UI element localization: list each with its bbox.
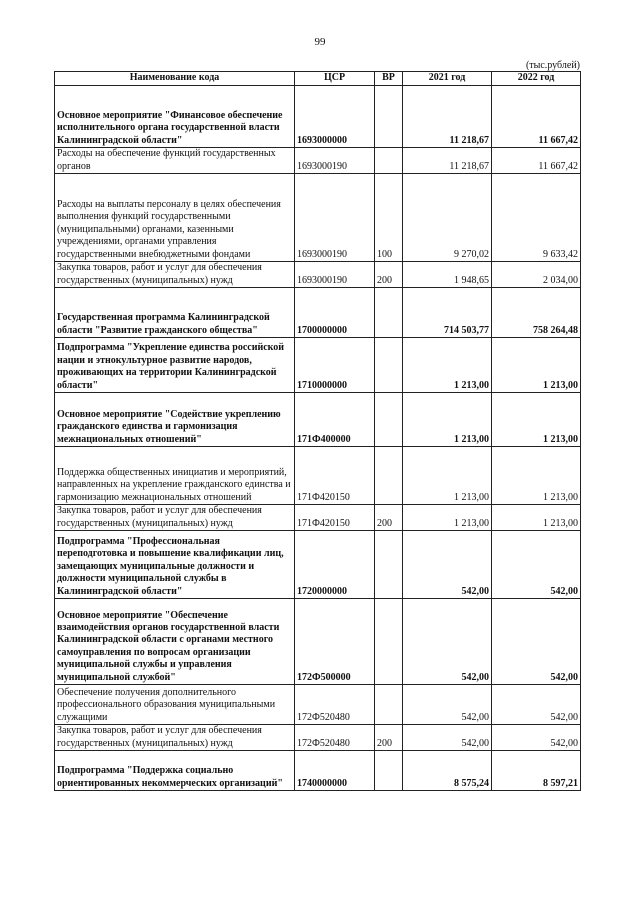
vr-cell [375, 86, 403, 148]
vr-cell [375, 685, 403, 725]
name-cell: Поддержка общественных инициатив и мероприятий, направленных на укрепление гражданского единства и гармонизацию межнациональных отношений [55, 447, 295, 505]
vr-cell [375, 599, 403, 685]
name-cell: Расходы на выплаты персоналу в целях обеспечения выполнения функций государственными (муниципальными) органами, казенными учреждениями, органами управления государственными внебюджетными фондами [55, 174, 295, 262]
amount-2021-cell: 8 575,24 [403, 751, 492, 791]
csr-cell: 1700000000 [295, 288, 375, 338]
table-row [55, 531, 581, 599]
csr-cell: 1740000000 [295, 751, 375, 791]
amount-2021-cell: 11 218,67 [403, 148, 492, 174]
vr-cell [375, 751, 403, 791]
table-row [55, 685, 581, 725]
csr-cell: 1693000190 [295, 148, 375, 174]
amount-2021-cell: 1 213,00 [403, 505, 492, 531]
amount-2021-cell: 542,00 [403, 531, 492, 599]
name-cell: Основное мероприятие "Обеспечение взаимодействия органов государственной власти Калининградской области с органами местного самоуправления по вопросам организации муниципальной службы и управления муниципальной службой" [55, 599, 295, 685]
name-cell: Подпрограмма "Поддержка социально ориентированных некоммерческих организаций" [55, 751, 295, 791]
csr-cell: 172Ф520480 [295, 725, 375, 751]
vr-cell [375, 447, 403, 505]
header-2022: 2022 год [492, 72, 581, 86]
amount-2022-cell: 1 213,00 [492, 338, 581, 393]
table-row [55, 447, 581, 505]
name-cell: Закупка товаров, работ и услуг для обеспечения государственных (муниципальных) нужд [55, 262, 295, 288]
amount-2022-cell: 8 597,21 [492, 751, 581, 791]
csr-cell: 171Ф420150 [295, 505, 375, 531]
table-row [55, 86, 581, 148]
amount-2021-cell: 1 213,00 [403, 447, 492, 505]
amount-2021-cell: 714 503,77 [403, 288, 492, 338]
table-body [55, 86, 581, 791]
amount-2021-cell: 542,00 [403, 599, 492, 685]
name-cell: Расходы на обеспечение функций государственных органов [55, 148, 295, 174]
table-row [55, 338, 581, 393]
budget-table [54, 71, 581, 791]
csr-cell: 1693000190 [295, 262, 375, 288]
csr-cell: 1720000000 [295, 531, 375, 599]
amount-2022-cell: 1 213,00 [492, 505, 581, 531]
amount-2021-cell: 1 213,00 [403, 338, 492, 393]
csr-cell: 172Ф500000 [295, 599, 375, 685]
vr-cell [375, 148, 403, 174]
csr-cell: 171Ф400000 [295, 393, 375, 447]
table-row [55, 148, 581, 174]
units-label: (тыс.рублей) [525, 60, 580, 71]
name-cell: Подпрограмма "Укрепление единства российской нации и этнокультурное развитие народов, проживающих на территории Калининградской области" [55, 338, 295, 393]
amount-2022-cell: 11 667,42 [492, 148, 581, 174]
vr-cell [375, 288, 403, 338]
table-row [55, 751, 581, 791]
csr-cell: 1693000000 [295, 86, 375, 148]
vr-cell: 100 [375, 174, 403, 262]
page-number: 99 [314, 36, 326, 48]
vr-cell: 200 [375, 725, 403, 751]
amount-2022-cell: 9 633,42 [492, 174, 581, 262]
csr-cell: 1693000190 [295, 174, 375, 262]
name-cell: Обеспечение получения дополнительного профессионального образования муниципальными служащими [55, 685, 295, 725]
amount-2021-cell: 1 948,65 [403, 262, 492, 288]
vr-cell: 200 [375, 505, 403, 531]
amount-2022-cell: 11 667,42 [492, 86, 581, 148]
name-cell: Основное мероприятие "Содействие укреплению гражданского единства и гармонизация межнациональных отношений" [55, 393, 295, 447]
table-row [55, 288, 581, 338]
amount-2022-cell: 542,00 [492, 725, 581, 751]
csr-cell: 1710000000 [295, 338, 375, 393]
amount-2022-cell: 758 264,48 [492, 288, 581, 338]
name-cell: Закупка товаров, работ и услуг для обеспечения государственных (муниципальных) нужд [55, 725, 295, 751]
vr-cell: 200 [375, 262, 403, 288]
name-cell: Основное мероприятие "Финансовое обеспечение исполнительного органа государственной власти Калининградской области" [55, 86, 295, 148]
amount-2021-cell: 11 218,67 [403, 86, 492, 148]
csr-cell: 172Ф520480 [295, 685, 375, 725]
table-row [55, 505, 581, 531]
header-name: Наименование кода [55, 72, 295, 86]
amount-2022-cell: 542,00 [492, 531, 581, 599]
table-row [55, 725, 581, 751]
table-row [55, 174, 581, 262]
table-header-row [55, 72, 581, 86]
amount-2021-cell: 1 213,00 [403, 393, 492, 447]
csr-cell: 171Ф420150 [295, 447, 375, 505]
vr-cell [375, 531, 403, 599]
amount-2022-cell: 2 034,00 [492, 262, 581, 288]
table-row [55, 262, 581, 288]
header-2021: 2021 год [403, 72, 492, 86]
vr-cell [375, 338, 403, 393]
amount-2021-cell: 542,00 [403, 685, 492, 725]
name-cell: Государственная программа Калининградской области "Развитие гражданского общества" [55, 288, 295, 338]
name-cell: Подпрограмма "Профессиональная переподготовка и повышение квалификации лиц, замещающих муниципальные должности и должности муниципальной службы в Калининградской области" [55, 531, 295, 599]
table-row [55, 393, 581, 447]
header-vr: ВР [375, 72, 403, 86]
amount-2022-cell: 542,00 [492, 599, 581, 685]
vr-cell [375, 393, 403, 447]
name-cell: Закупка товаров, работ и услуг для обеспечения государственных (муниципальных) нужд [55, 505, 295, 531]
amount-2021-cell: 9 270,02 [403, 174, 492, 262]
table-row [55, 599, 581, 685]
amount-2021-cell: 542,00 [403, 725, 492, 751]
amount-2022-cell: 1 213,00 [492, 393, 581, 447]
amount-2022-cell: 542,00 [492, 685, 581, 725]
amount-2022-cell: 1 213,00 [492, 447, 581, 505]
header-csr: ЦСР [295, 72, 375, 86]
